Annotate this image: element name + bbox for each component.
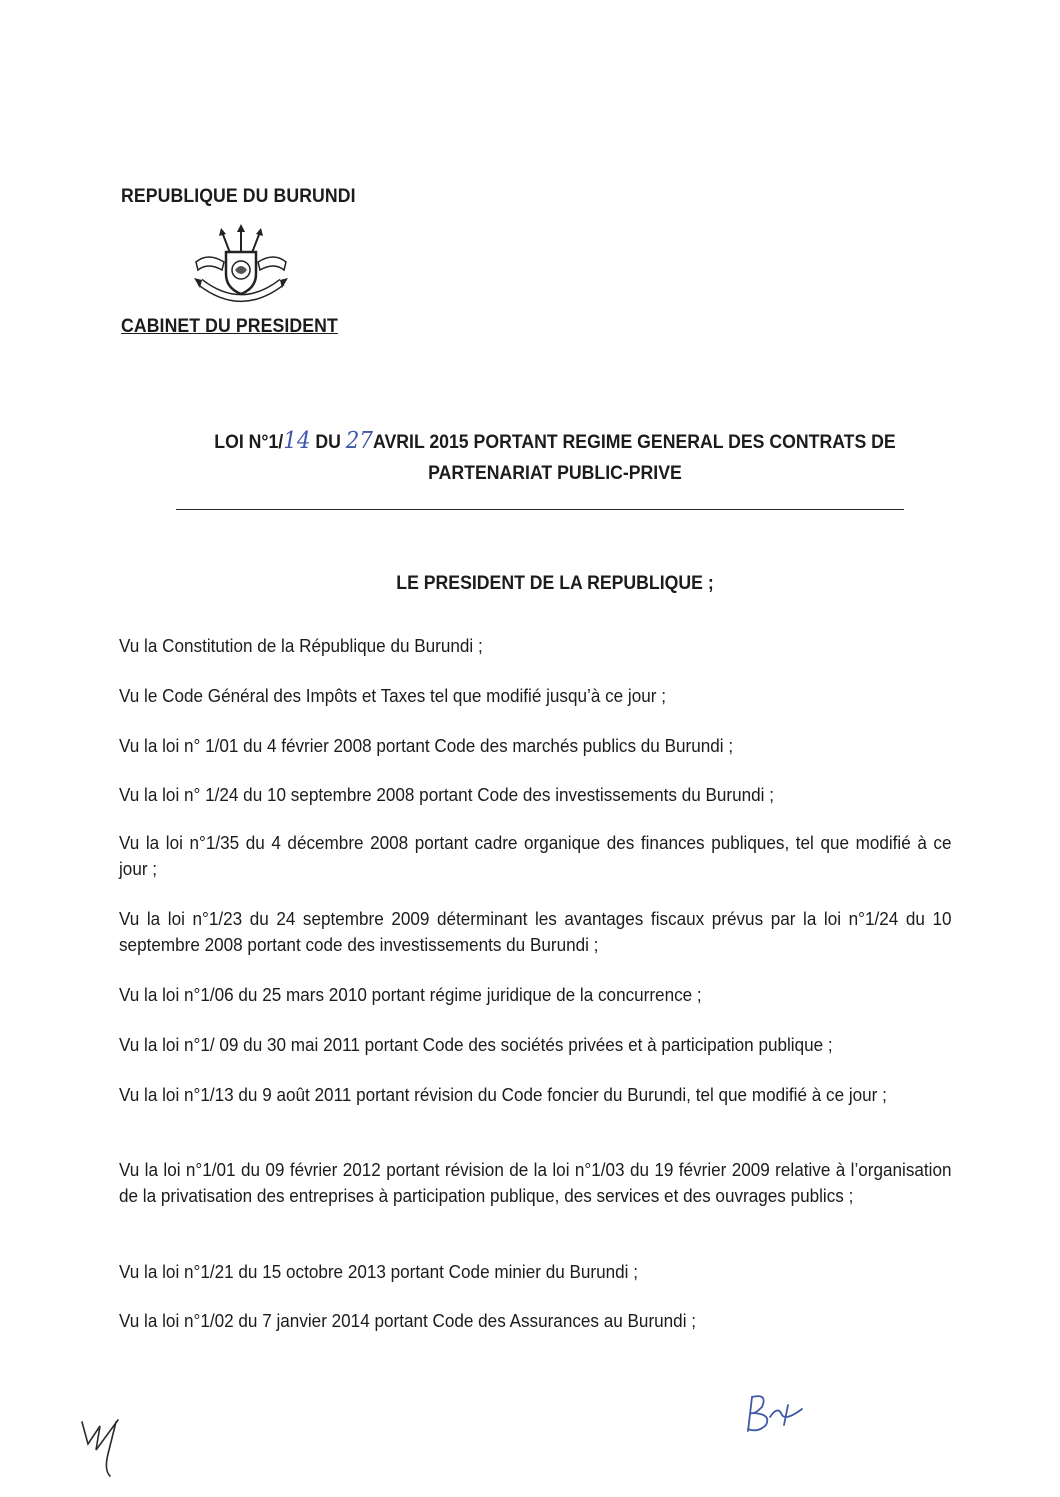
handwritten-day: 27 (345, 428, 374, 454)
office-heading: CABINET DU PRESIDENT (121, 316, 338, 337)
handwritten-initial-left-icon (78, 1414, 138, 1480)
consideration-12: Vu la loi n°1/02 du 7 janvier 2014 portant Code des Assurances au Burundi ; (119, 1310, 697, 1331)
law-number-prefix: LOI N°1/ (214, 432, 284, 453)
consideration-4: Vu la loi n° 1/24 du 10 septembre 2008 portant Code des investissements du Burundi ; (119, 784, 775, 805)
title-underline-divider (176, 509, 904, 510)
law-title-rest: AVRIL 2015 PORTANT REGIME GENERAL DES CONTRATS DE (373, 432, 896, 453)
law-title (150, 426, 959, 489)
president-heading: LE PRESIDENT DE LA REPUBLIQUE ; (396, 573, 714, 594)
country-heading: REPUBLIQUE DU BURUNDI (121, 186, 356, 207)
consideration-11: Vu la loi n°1/21 du 15 octobre 2013 portant Code minier du Burundi ; (119, 1261, 638, 1282)
consideration-9: Vu la loi n°1/13 du 9 août 2011 portant révision du Code foncier du Burundi, tel que modifié à ce jour ; (119, 1084, 887, 1105)
handwritten-initial-right-icon (738, 1391, 808, 1435)
law-title-line-1 (150, 426, 959, 458)
consideration-5: Vu la loi n°1/35 du 4 décembre 2008 portant cadre organique des finances publiques, tel que modifié à ce jour ; (119, 832, 952, 879)
consideration-3: Vu la loi n° 1/01 du 4 février 2008 portant Code des marchés publics du Burundi ; (119, 735, 734, 756)
consideration-7: Vu la loi n°1/06 du 25 mars 2010 portant régime juridique de la concurrence ; (119, 984, 702, 1005)
consideration-2: Vu le Code Général des Impôts et Taxes tel que modifié jusqu’à ce jour ; (119, 685, 666, 706)
law-date-du: DU (315, 432, 341, 453)
consideration-10: Vu la loi n°1/01 du 09 février 2012 portant révision de la loi n°1/03 du 19 février 2009 relative à l’organisation de la privatisation des entreprises à participation publique, des services et des ouvrages publics ; (119, 1159, 952, 1206)
law-title-line-2: PARTENARIAT PUBLIC-PRIVE (428, 463, 682, 484)
burundi-coat-of-arms-icon (186, 222, 296, 318)
handwritten-law-number: 14 (283, 428, 311, 454)
consideration-1: Vu la Constitution de la République du Burundi ; (119, 635, 483, 656)
consideration-6: Vu la loi n°1/23 du 24 septembre 2009 déterminant les avantages fiscaux prévus par la loi n°1/24 du 10 septembre 2008 portant code des investissements du Burundi ; (119, 908, 952, 955)
consideration-8: Vu la loi n°1/ 09 du 30 mai 2011 portant Code des sociétés privées et à participation publique ; (119, 1034, 833, 1055)
